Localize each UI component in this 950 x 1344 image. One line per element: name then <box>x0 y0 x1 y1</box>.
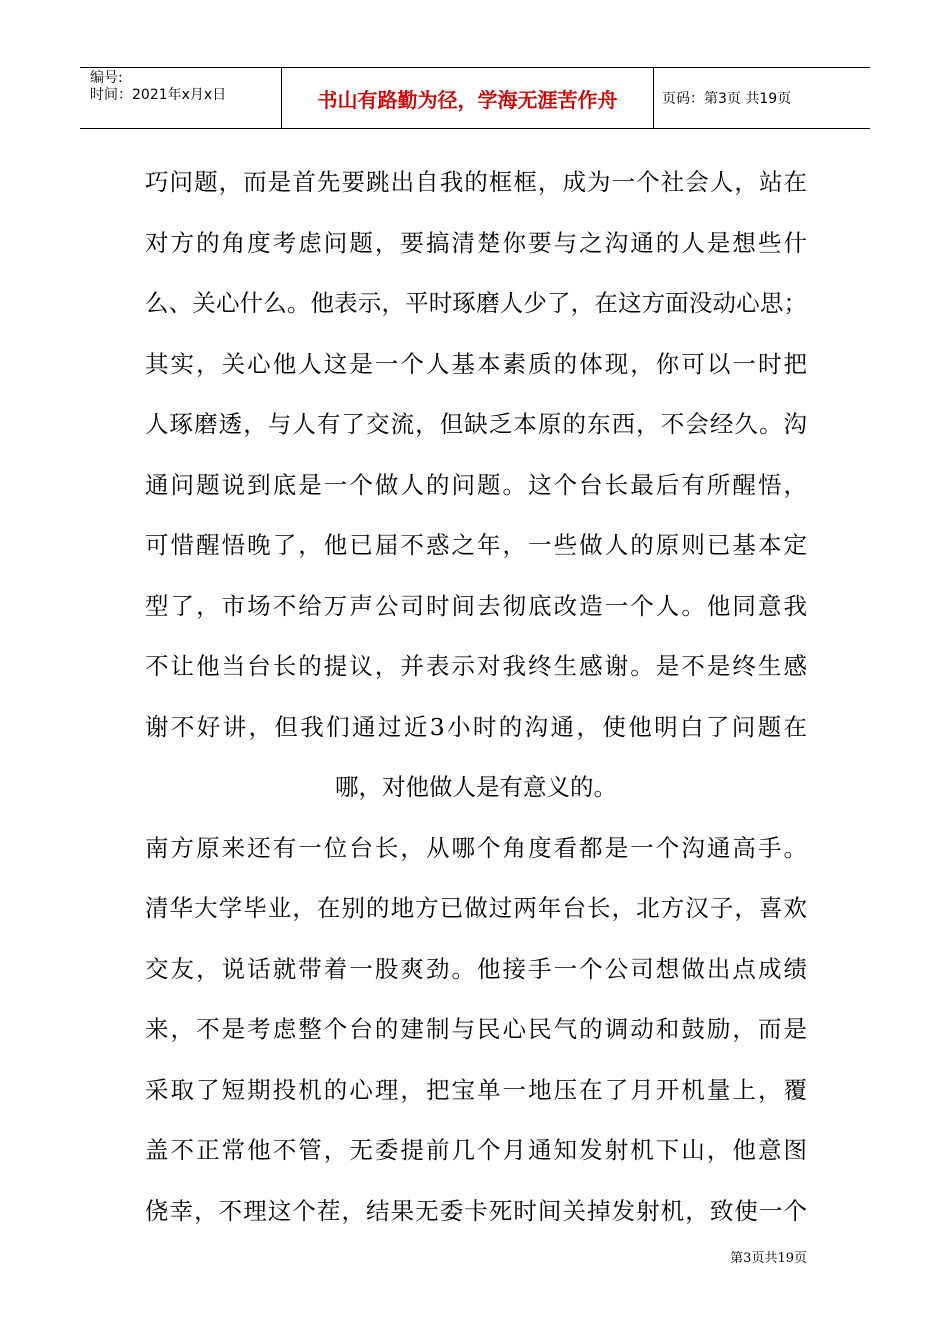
text-line: 来，不是考虑整个台的建制与民心民气的调动和鼓励，而是 <box>145 1015 807 1043</box>
text-line: 不让他当台长的提议，并表示对我终生感谢。是不是终生感 <box>145 652 807 680</box>
text-line: 对方的角度考虑问题，要搞清楚你要与之沟通的人是想些什 <box>145 228 807 257</box>
page-header <box>80 67 870 129</box>
header-page-info: 页码：第3页 共19页 <box>662 91 792 107</box>
text-line: 型了，市场不给万声公司时间去彻底改造一个人。他同意我 <box>145 591 807 620</box>
text-line: 侥幸，不理这个茬，结果无委卡死时间关掉发射机，致使一个 <box>145 1196 807 1225</box>
time-label: 时间：2021年x月x日 <box>90 87 227 103</box>
text-line: 清华大学毕业，在别的地方已做过两年台长，北方汉子，喜欢 <box>145 894 807 922</box>
body-text <box>145 152 807 1241</box>
number-label: 编号: <box>90 70 123 86</box>
page-footer: 第3页共19页 <box>730 1251 807 1266</box>
text-line-paragraph-end: 哪，对他做人是有意义的。 <box>335 773 617 801</box>
text-line: 谢不好讲，但我们通过近3小时的沟通，使他明白了问题在 <box>145 712 807 741</box>
text-line: 可惜醒悟晚了，他已届不惑之年，一些做人的原则已基本定 <box>145 531 807 559</box>
header-meta <box>80 68 282 128</box>
text-line: 么、关心什么。他表示，平时琢磨人少了，在这方面没动心思； <box>145 289 807 317</box>
text-line: 巧问题，而是首先要跳出自我的框框，成为一个社会人，站在 <box>145 168 807 196</box>
header-motto: 书山有路勤为径，学海无涯苦作舟 <box>282 68 654 128</box>
text-line: 人琢磨透，与人有了交流，但缺乏本原的东西，不会经久。沟 <box>145 410 807 438</box>
text-line: 南方原来还有一位台长，从哪个角度看都是一个沟通高手。 <box>145 833 807 862</box>
text-line: 采取了短期投机的心理，把宝单一地压在了月开机量上，覆 <box>145 1075 807 1104</box>
text-line: 通问题说到底是一个做人的问题。这个台长最后有所醒悟， <box>145 470 807 499</box>
text-line: 其实，关心他人这是一个人基本素质的体现，你可以一时把 <box>145 349 807 378</box>
text-line: 交友，说话就带着一股爽劲。他接手一个公司想做出点成绩 <box>145 954 807 983</box>
text-line: 盖不正常他不管，无委提前几个月通知发射机下山，他意图 <box>145 1136 807 1164</box>
